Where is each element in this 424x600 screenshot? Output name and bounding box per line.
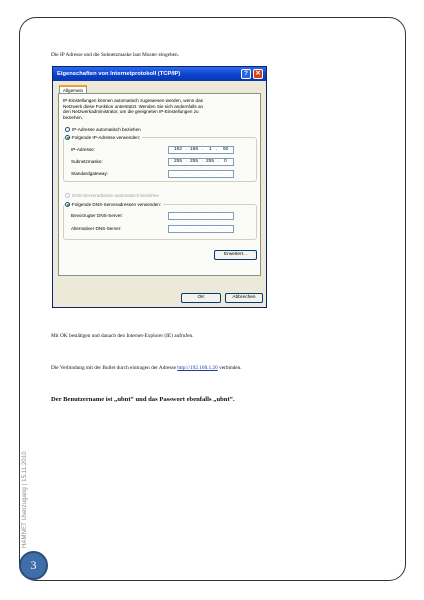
- instruction-connect: [51, 365, 242, 372]
- gateway-label: Standardgateway:: [71, 171, 109, 176]
- ip-address-field[interactable]: 192 . 168 . 1 . 50: [168, 146, 234, 154]
- help-icon[interactable]: ?: [241, 69, 251, 79]
- description-line: Netzwerk diese Funktion unterstützt. Wenden Sie sich andernfalls an: [63, 103, 204, 109]
- dialog-title: Eigenschaften von Internetprotokoll (TCP/IP): [57, 71, 181, 77]
- cancel-button[interactable]: Abbrechen: [225, 293, 263, 303]
- connect-prefix: Die Verbindung mit der Bullet durch eintragen der Adresse: [51, 365, 176, 371]
- dns-group: [63, 201, 257, 240]
- credentials-note: Der Benutzername ist „ubnt“ und das Passwort ebenfalls „ubnt“.: [51, 396, 235, 403]
- subnet-mask-label: Subnetzmaske:: [71, 159, 103, 164]
- radio-manual-dns-label: Folgende DNS-Serveradressen verwenden:: [72, 201, 162, 207]
- ip-address-label: IP-Adresse:: [71, 147, 95, 152]
- radio-manual-dns[interactable]: [65, 202, 70, 207]
- device-address-link[interactable]: http://192.168.1.20: [177, 365, 218, 371]
- description-line: IP-Einstellungen können automatisch zugewiesen werden, wenn das: [63, 98, 203, 103]
- description-line: beziehen.: [63, 114, 83, 120]
- instruction-confirm: Mit OK bestätigen und danach den Internet-Explorer (IE) aufrufen.: [51, 333, 194, 339]
- radio-manual-ip-label: Folgende IP-Adresse verwenden:: [72, 134, 141, 140]
- close-icon[interactable]: ✕: [253, 69, 263, 79]
- radio-auto-dns[interactable]: [65, 193, 70, 198]
- dns-alt-label: Alternativer DNS-Server:: [71, 226, 122, 231]
- description-line: den Netzwerkadministrator, um die geeigneten IP-Einstellungen zu: [63, 109, 199, 114]
- advanced-button[interactable]: Erweitert...: [214, 250, 257, 260]
- radio-manual-ip[interactable]: [65, 135, 70, 140]
- general-panel: [58, 93, 261, 276]
- dns-primary-field[interactable]: . . .: [168, 212, 234, 220]
- connect-suffix: verbinden.: [219, 365, 242, 371]
- tab-general[interactable]: Allgemein: [59, 85, 87, 95]
- dns-primary-label: Bevorzugter DNS-Server:: [71, 213, 124, 218]
- footer-side-label: HAMNET Userzugang | 15.11.2010: [22, 451, 28, 548]
- tcpip-properties-dialog: [52, 66, 267, 308]
- ok-button[interactable]: OK: [181, 293, 221, 303]
- dialog-titlebar: [53, 67, 266, 81]
- radio-auto-dns-label: DNS-Serveradresse automatisch beziehen: [72, 192, 160, 198]
- radio-auto-ip-label: IP-Adresse automatisch beziehen: [72, 126, 141, 132]
- page-number: 3: [19, 551, 48, 580]
- dns-alt-field[interactable]: . . .: [168, 225, 234, 233]
- subnet-mask-field[interactable]: 255 . 255 . 255 . 0: [168, 158, 234, 166]
- instruction-ip-subnet: Die IP Adresse und die Subnetzmaske laut Muster eingeben.: [51, 52, 179, 58]
- radio-auto-ip[interactable]: [65, 127, 70, 132]
- gateway-field[interactable]: . . .: [168, 170, 234, 178]
